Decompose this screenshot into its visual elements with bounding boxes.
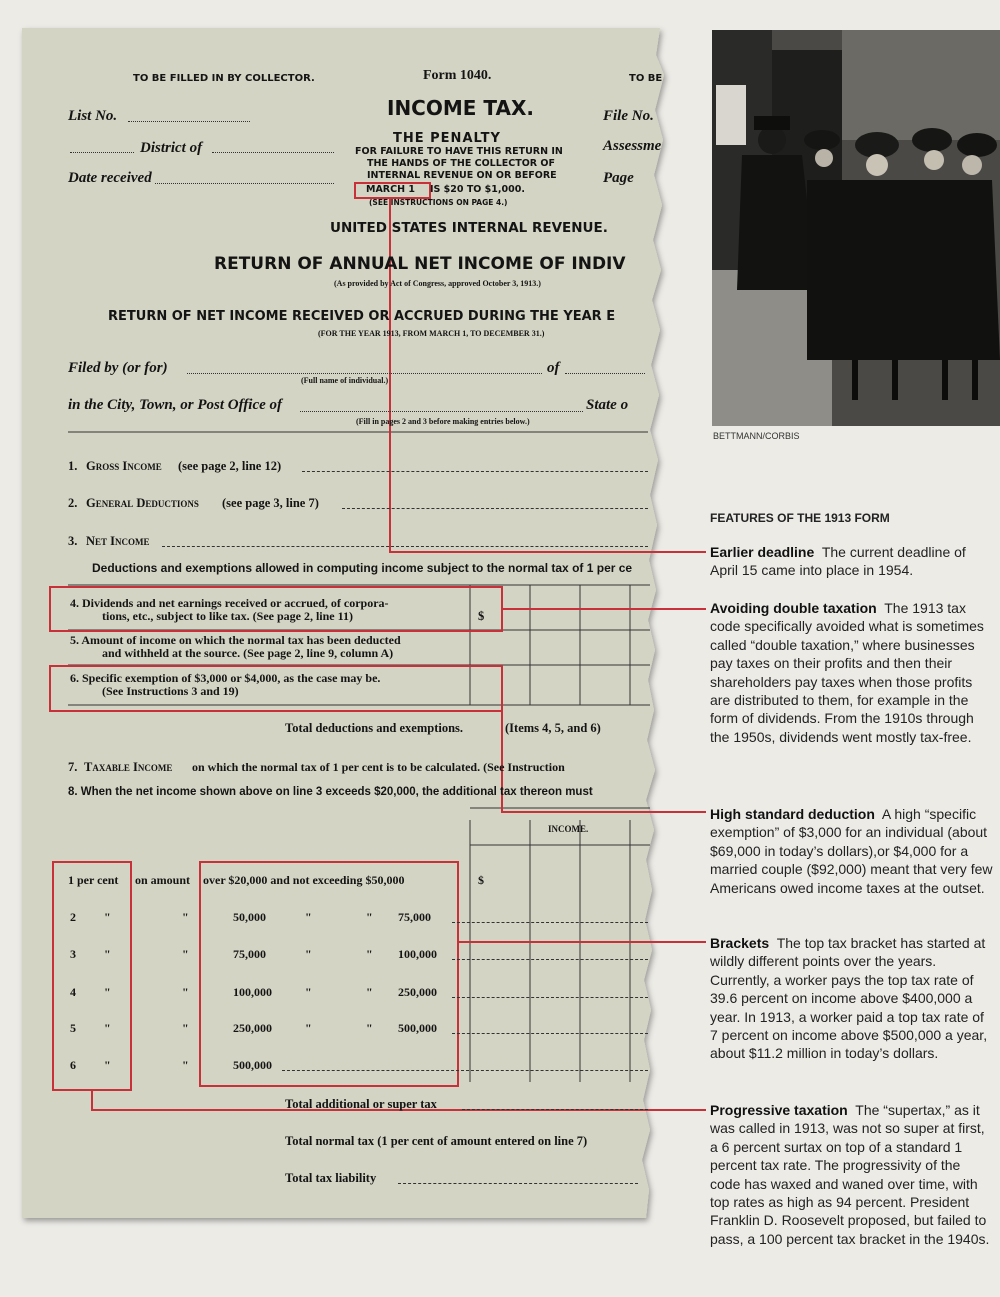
line5-text-b: and withheld at the source. (See page 2, line 9, column A) xyxy=(102,646,394,660)
line4-text-b: tions, etc., subject to like tax. (See page 2, line 11) xyxy=(102,609,353,623)
bracket-field[interactable] xyxy=(452,922,648,923)
form-number: Form 1040. xyxy=(423,68,492,83)
feature-standard-deduction xyxy=(710,805,994,897)
historic-photo xyxy=(712,30,1000,426)
bracket-1-amount-label: on amount xyxy=(135,873,191,887)
line4-dollar: $ xyxy=(478,609,485,623)
feature-body: The 1913 tax code specifically avoided what is sometimes called “double taxation,” where businesses pay taxes on their profits and then their shareholders pay taxes when those profits are distributed to them, for example in the form of dividends. From the 1910s through the 1950s, dividends went mostly tax-free. xyxy=(710,600,984,745)
year-note: (FOR THE YEAR 1913, FROM MARCH 1, TO DECEMBER 31.) xyxy=(318,329,545,338)
bracket-to: 100,000 xyxy=(398,947,437,961)
assessment-label: Assessme xyxy=(603,138,662,154)
line3-label: Net Income xyxy=(86,534,150,548)
bracket-ditto: " xyxy=(182,947,189,961)
bracket-to: 75,000 xyxy=(398,910,431,924)
line2-note: (see page 3, line 7) xyxy=(222,496,319,510)
line1-number: 1. xyxy=(68,459,78,473)
district-label: District of xyxy=(140,140,203,156)
bracket-ditto: " xyxy=(305,910,312,924)
line2-field[interactable] xyxy=(342,508,648,509)
state-label: State o xyxy=(586,397,629,413)
bracket-rate: 2 xyxy=(70,910,76,924)
bracket-field[interactable] xyxy=(282,1070,648,1071)
bracket-rate: 5 xyxy=(70,1021,76,1035)
filed-by-field[interactable] xyxy=(187,373,542,374)
bracket-to: 500,000 xyxy=(398,1021,437,1035)
bracket-ditto: " xyxy=(182,1021,189,1035)
line4-text-a: 4. Dividends and net earnings received or accrued, of corpora- xyxy=(70,596,389,610)
return-subtitle: RETURN OF NET INCOME RECEIVED OR ACCRUED DURING THE YEAR E xyxy=(108,309,616,324)
feature-body: The current deadline of April 15 came into place in 1954. xyxy=(710,544,966,579)
bracket-field[interactable] xyxy=(452,997,648,998)
of-field[interactable] xyxy=(565,373,645,374)
bracket-ditto: " xyxy=(366,985,373,999)
total-deductions-label: Total deductions and exemptions. xyxy=(285,721,464,735)
bracket-ditto: " xyxy=(366,910,373,924)
line2-number: 2. xyxy=(68,496,78,510)
line7-number: 7. xyxy=(68,760,78,774)
form-title: INCOME TAX. xyxy=(387,96,534,120)
feature-progressive-taxation xyxy=(710,1101,994,1248)
filed-by-label: Filed by (or for) xyxy=(68,360,168,376)
penalty-line-2: THE HANDS OF THE COLLECTOR OF xyxy=(367,158,555,169)
feature-brackets xyxy=(710,934,994,1063)
feature-body: A high “specific exemption” of $3,000 for an individual (about $69,000 in today’s dollars),or $4,000 for a married couple ($92,000) meant that very few Americans owed income taxes at the outset. xyxy=(710,806,993,896)
feature-double-taxation xyxy=(710,599,994,746)
bracket-ditto: " xyxy=(104,985,111,999)
penalty-line-1: FOR FAILURE TO HAVE THIS RETURN IN xyxy=(355,146,563,157)
city-field[interactable] xyxy=(300,411,583,412)
photo-credit: BETTMANN/CORBIS xyxy=(713,431,800,441)
list-no-field[interactable] xyxy=(128,121,250,122)
total-additional-label: Total additional or super tax xyxy=(285,1097,437,1111)
line6-text-b: (See Instructions 3 and 19) xyxy=(102,684,239,698)
income-column-header: INCOME. xyxy=(548,824,589,834)
bracket-ditto: " xyxy=(305,947,312,961)
line3-field[interactable] xyxy=(162,546,648,547)
bracket-from: 500,000 xyxy=(233,1058,272,1072)
bracket-ditto: " xyxy=(366,1021,373,1035)
total-normal-label: Total normal tax (1 per cent of amount entered on line 7) xyxy=(285,1134,588,1148)
line1-note: (see page 2, line 12) xyxy=(178,459,282,473)
bracket-1-rate: 1 per cent xyxy=(68,873,119,887)
line7-text: on which the normal tax of 1 per cent is to be calculated. (See Instruction xyxy=(192,760,565,774)
items-note: (Items 4, 5, and 6) xyxy=(505,721,601,735)
district-field[interactable] xyxy=(70,152,134,153)
line8-text: 8. When the net income shown above on line 3 exceeds $20,000, the additional tax thereon must xyxy=(68,786,593,798)
bracket-from: 100,000 xyxy=(233,985,272,999)
feature-head: Earlier deadline xyxy=(710,544,815,560)
full-name-note: (Full name of individual.) xyxy=(301,376,389,385)
bracket-from: 50,000 xyxy=(233,910,266,924)
fill-note: (Fill in pages 2 and 3 before making entries below.) xyxy=(356,417,530,426)
of-label: of xyxy=(547,360,560,376)
collector-note: TO BE FILLED IN BY COLLECTOR. xyxy=(133,73,315,84)
line5-text-a: 5. Amount of income on which the normal tax has been deducted xyxy=(70,633,401,647)
bracket-1-range: over $20,000 and not exceeding $50,000 xyxy=(203,873,405,887)
penalty-amount: IS $20 TO $1,000. xyxy=(430,184,525,195)
bracket-field[interactable] xyxy=(452,959,648,960)
bracket-ditto: " xyxy=(104,1058,111,1072)
bracket-1-dollar: $ xyxy=(478,873,484,887)
bracket-ditto: " xyxy=(182,910,189,924)
date-received-label: Date received xyxy=(68,170,152,186)
feature-head: Avoiding double taxation xyxy=(710,600,877,616)
bracket-rate: 6 xyxy=(70,1058,76,1072)
bracket-rate: 4 xyxy=(70,985,76,999)
deductions-heading: Deductions and exemptions allowed in computing income subject to the normal tax of 1 per ce xyxy=(92,561,633,575)
date-received-field[interactable] xyxy=(155,183,334,184)
return-title: RETURN OF ANNUAL NET INCOME OF INDIV xyxy=(214,254,626,274)
line7-label: Taxable Income xyxy=(84,760,173,774)
bracket-ditto: " xyxy=(182,1058,189,1072)
bracket-from: 75,000 xyxy=(233,947,266,961)
bracket-ditto: " xyxy=(182,985,189,999)
bracket-field[interactable] xyxy=(452,1033,648,1034)
district-value-field[interactable] xyxy=(212,152,334,153)
penalty-note: (SEE INSTRUCTIONS ON PAGE 4.) xyxy=(369,198,508,207)
feature-head: Progressive taxation xyxy=(710,1102,848,1118)
sidebar-title: FEATURES OF THE 1913 FORM xyxy=(710,511,890,525)
file-no-label: File No. xyxy=(603,108,654,124)
feature-earlier-deadline xyxy=(710,543,994,580)
feature-head: High standard deduction xyxy=(710,806,875,822)
total-additional-field[interactable] xyxy=(462,1109,648,1110)
bracket-from: 250,000 xyxy=(233,1021,272,1035)
act-note: (As provided by Act of Congress, approved October 3, 1913.) xyxy=(334,279,541,288)
bracket-ditto: " xyxy=(104,947,111,961)
line3-number: 3. xyxy=(68,534,78,548)
city-label: in the City, Town, or Post Office of xyxy=(68,397,283,413)
bracket-ditto: " xyxy=(305,1021,312,1035)
list-no-label: List No. xyxy=(68,108,118,124)
line2-label: General Deductions xyxy=(86,496,199,510)
feature-head: Brackets xyxy=(710,935,770,951)
agency-heading: UNITED STATES INTERNAL REVENUE. xyxy=(330,220,608,236)
penalty-line-3: INTERNAL REVENUE ON OR BEFORE xyxy=(367,170,557,181)
feature-body: The “supertax,” as it was called in 1913, was not so super at first, a 6 percent surtax on top of a standard 1 percent tax rate. The progressivity of the code has waxed and waned over time, with top rates as high as 94 percent. President Franklin D. Roosevelt proposed, but failed to pass, a 100 percent tax bracket in the 1940s. xyxy=(710,1102,990,1247)
feature-body: The top tax bracket has started at wildly different points over the years. Currently, a worker pays the top tax rate of 39.6 percent on income above $400,000 a year. In 1913, a worker paid a top tax rate of 7 percent on income above $500,000 a year, about $11.2 million in today’s dollars. xyxy=(710,935,988,1062)
total-liability-label: Total tax liability xyxy=(285,1171,377,1185)
bracket-rate: 3 xyxy=(70,947,76,961)
total-liability-field[interactable] xyxy=(398,1183,638,1184)
line1-label: Gross Income xyxy=(86,459,162,473)
line1-field[interactable] xyxy=(302,471,648,472)
bracket-ditto: " xyxy=(305,985,312,999)
bracket-ditto: " xyxy=(104,910,111,924)
page-label: Page xyxy=(603,170,634,186)
penalty-march: MARCH 1 xyxy=(366,184,415,195)
penalty-heading: THE PENALTY xyxy=(393,131,501,146)
line6-text-a: 6. Specific exemption of $3,000 or $4,000, as the case may be. xyxy=(70,671,381,685)
corner-note: TO BE xyxy=(629,73,663,84)
bracket-ditto: " xyxy=(366,947,373,961)
bracket-ditto: " xyxy=(104,1021,111,1035)
bracket-to: 250,000 xyxy=(398,985,437,999)
